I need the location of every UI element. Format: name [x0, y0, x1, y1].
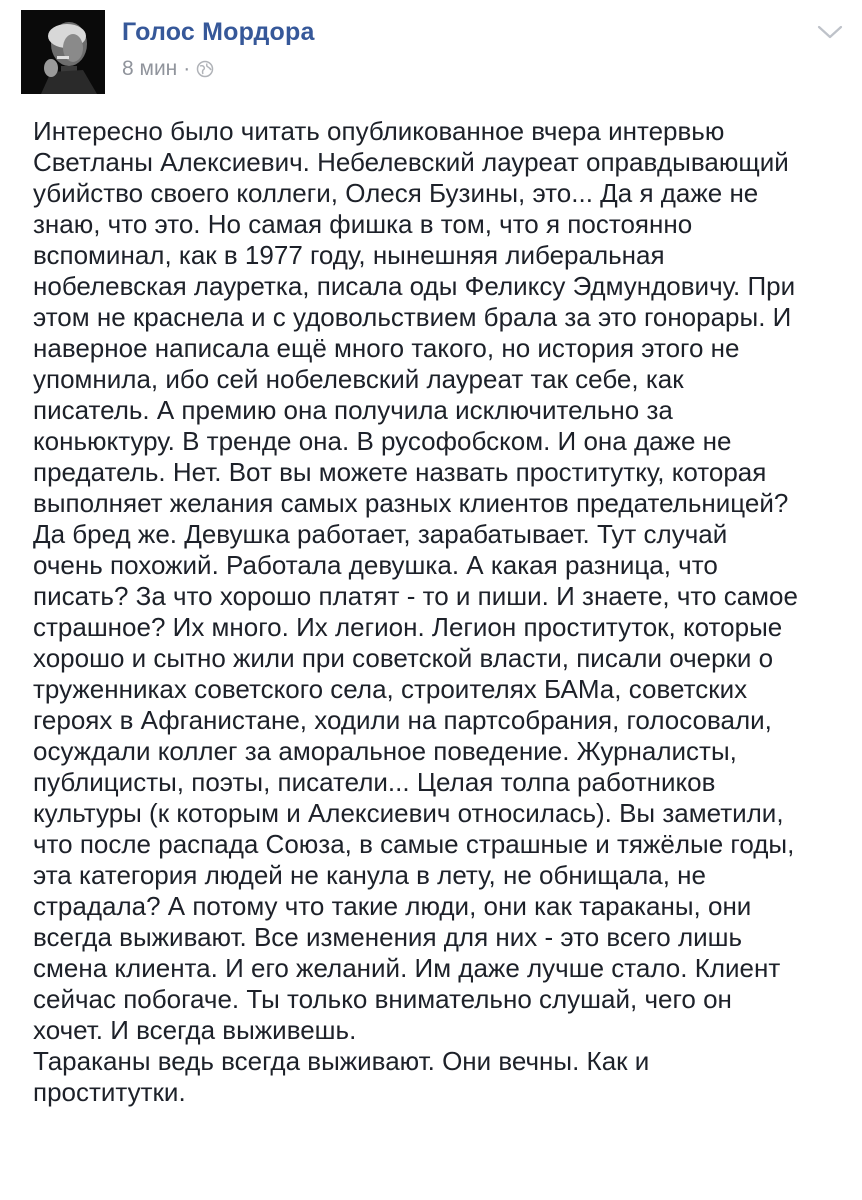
post-text-line: упомнила, ибо сей нобелевский лауреат так себе, как	[33, 364, 684, 394]
post-text-line: очень похожий. Работала девушка. А какая разница, что	[33, 550, 718, 580]
post-text-line: вспоминал, как в 1977 году, нынешняя либеральная	[33, 240, 665, 270]
post-text-line: сейчас побогаче. Ты только внимательно слушай, чего он	[33, 984, 732, 1014]
post-text-line: Тараканы ведь всегда выживают. Они вечны. Как и	[33, 1046, 650, 1076]
post-meta	[122, 57, 214, 81]
post-text-line: нобелевская лауретка, писала оды Феликсу Эдмундовичу. При	[33, 271, 796, 301]
post-text-line: знаю, что это. Но самая фишка в том, что я постоянно	[33, 209, 693, 239]
avatar-image	[21, 10, 105, 94]
post-text-line: Светланы Алексиевич. Небелевский лауреат оправдывающий	[33, 147, 789, 177]
post-text-line: Интересно было читать опубликованное вчера интервью	[33, 116, 725, 146]
post-text-line: Да бред же. Девушка работает, зарабатывает. Тут случай	[33, 519, 728, 549]
post-text	[33, 116, 859, 1108]
post-text-line: наверное написала ещё много такого, но история этого не	[33, 333, 740, 363]
post-text-line: хорошо и сытно жили при советской власти, писали очерки о	[33, 643, 774, 673]
post-text-line: страдала? А потому что такие люди, они как тараканы, они	[33, 891, 752, 921]
post-text-line: хочет. И всегда выживешь.	[33, 1015, 357, 1045]
post-text-line: предатель. Нет. Вот вы можете назвать проститутку, которая	[33, 457, 767, 487]
post-text-line: осуждали коллег за аморальное поведение. Журналисты,	[33, 736, 737, 766]
post-header	[0, 0, 862, 100]
post-text-line: культуры (к которым и Алексиевич относилась). Вы заметили,	[33, 798, 784, 828]
post-text-line: смена клиента. И его желаний. Им даже лучше стало. Клиент	[33, 953, 781, 983]
post-text-line: героях в Афганистане, ходили на партсобрания, голосовали,	[33, 705, 772, 735]
post-text-line: этом не краснела и с удовольствием брала за это гонорары. И	[33, 302, 792, 332]
post-text-line: страшное? Их много. Их легион. Легион проституток, которые	[33, 612, 783, 642]
post-time[interactable]: 8 мин	[122, 57, 178, 80]
globe-icon	[196, 60, 214, 78]
post-text-line: коньюктуру. В тренде она. В русофобском. И она даже не	[33, 426, 732, 456]
post-text-line: всегда выживают. Все изменения для них - это всего лишь	[33, 922, 743, 952]
post-text-line: публицисты, поэты, писатели... Целая толпа работников	[33, 767, 716, 797]
author-name[interactable]: Голос Мордора	[122, 18, 315, 46]
post-menu-button[interactable]	[812, 20, 848, 48]
post-text-line: убийство своего коллеги, Олеся Бузины, это... Да я даже не	[33, 178, 759, 208]
post-text-line: писать? За что хорошо платят - то и пиши. И знаете, что самое	[33, 581, 798, 611]
post-text-line: что после распада Союза, в самые страшные и тяжёлые годы,	[33, 829, 795, 859]
avatar[interactable]	[21, 10, 105, 94]
post-text-line: писатель. А премию она получила исключительно за	[33, 395, 673, 425]
post-text-line: выполняет желания самых разных клиентов предательницей?	[33, 488, 789, 518]
post-text-line: труженниках советского села, строителях БАМа, советских	[33, 674, 748, 704]
chevron-down-icon	[817, 24, 843, 45]
post-text-line: проститутки.	[33, 1077, 186, 1107]
post-text-line: эта категория людей не канула в лету, не обнищала, не	[33, 860, 707, 890]
meta-separator: ·	[183, 57, 191, 80]
